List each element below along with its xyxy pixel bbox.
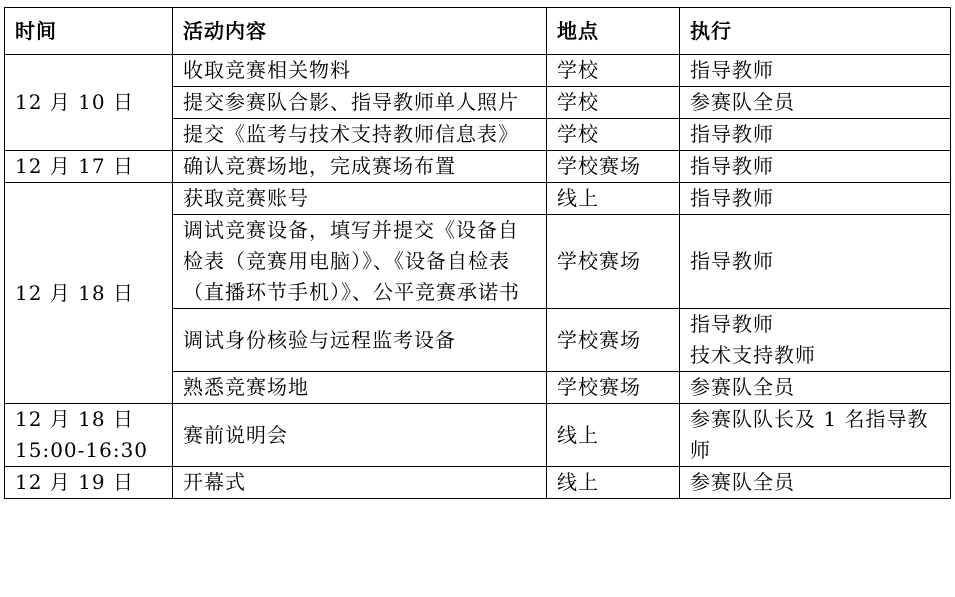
content-cell: 获取竞赛账号 [173,183,547,215]
place-cell: 学校赛场 [547,372,680,404]
time-cell: 12 月 18 日 [5,183,173,404]
header-place: 地点 [547,8,680,55]
content-cell: 确认竞赛场地，完成赛场布置 [173,151,547,183]
content-cell: 调试身份核验与远程监考设备 [173,309,547,372]
content-cell: 收取竞赛相关物料 [173,55,547,87]
place-cell: 学校赛场 [547,215,680,309]
header-time: 时间 [5,8,173,55]
place-cell: 学校 [547,55,680,87]
place-cell: 学校 [547,119,680,151]
exec-cell: 指导教师 [680,151,951,183]
content-cell: 提交《监考与技术支持教师信息表》 [173,119,547,151]
time-cell: 12 月 10 日 [5,55,173,151]
content-cell: 提交参赛队合影、指导教师单人照片 [173,87,547,119]
table-row [5,55,951,87]
exec-cell: 指导教师 [680,55,951,87]
header-content: 活动内容 [173,8,547,55]
exec-line: 技术支持教师 [690,343,816,367]
content-cell: 调试竞赛设备，填写并提交《设备自检表（竞赛用电脑）》、《设备自检表（直播环节手机）》、公平竞赛承诺书 [173,215,547,309]
place-cell: 学校赛场 [547,151,680,183]
place-cell: 线上 [547,467,680,499]
exec-cell: 参赛队队长及 1 名指导教师 [680,404,951,467]
table-row [5,467,951,499]
time-cell: 12 月 19 日 [5,467,173,499]
exec-cell: 参赛队全员 [680,372,951,404]
exec-cell [680,309,951,372]
exec-cell: 参赛队全员 [680,467,951,499]
header-row [5,8,951,55]
time-range: 15:00-16:30 [15,438,149,462]
time-cell: 12 月 17 日 [5,151,173,183]
exec-cell: 参赛队全员 [680,87,951,119]
exec-line: 指导教师 [690,312,774,336]
exec-cell: 指导教师 [680,119,951,151]
exec-cell: 指导教师 [680,183,951,215]
table-row [5,151,951,183]
place-cell: 学校赛场 [547,309,680,372]
time-cell [5,404,173,467]
content-cell: 开幕式 [173,467,547,499]
exec-cell: 指导教师 [680,215,951,309]
place-cell: 线上 [547,183,680,215]
content-cell: 熟悉竞赛场地 [173,372,547,404]
place-cell: 学校 [547,87,680,119]
time-date: 12 月 18 日 [15,407,134,431]
content-cell: 赛前说明会 [173,404,547,467]
place-cell: 线上 [547,404,680,467]
header-exec: 执行 [680,8,951,55]
table-row [5,183,951,215]
schedule-table [4,7,951,499]
table-row [5,404,951,467]
